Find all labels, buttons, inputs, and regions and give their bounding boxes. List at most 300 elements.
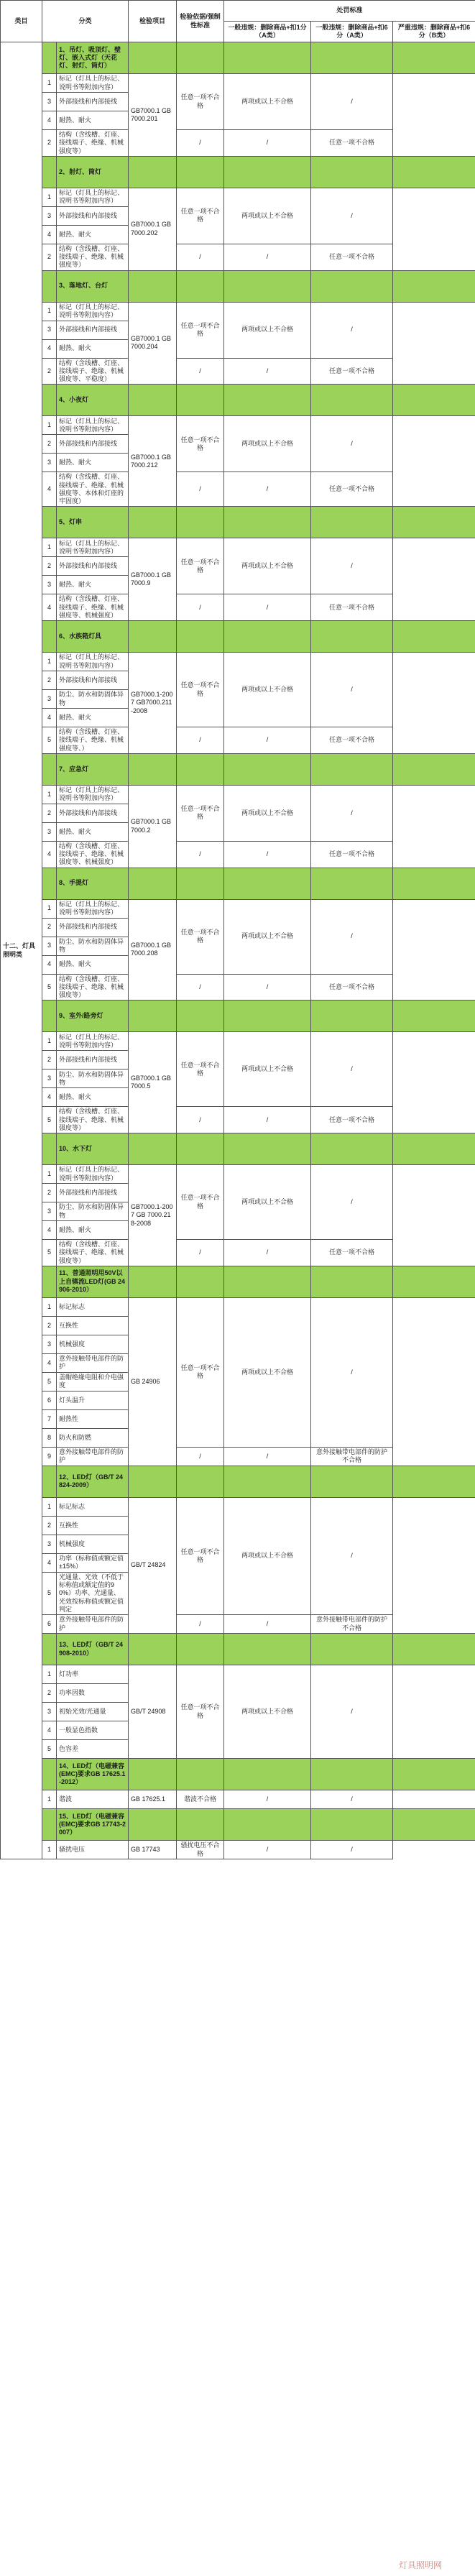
item-text: 标记（灯具上的标记、说明书等附加内容） [57,74,129,93]
item-row [1,974,475,1000]
group-empty-cell [177,1000,224,1032]
item-text: 标记（灯具上的标记、说明书等附加内容） [57,653,129,671]
item-text: 色容差 [57,1740,129,1759]
penalty-severe-cell: / [311,1497,393,1614]
standard-cell: GB7000.1 GB7000.201 [129,74,177,157]
group-empty-cell [224,1466,311,1497]
penalty-severe-cell: / [311,1032,393,1107]
penalty-severe-cell: 任意一项不合格 [311,1240,393,1266]
group-empty-cell [311,156,393,188]
penalty-minor-1-cell: / [177,841,224,868]
group-empty-cell [177,385,224,416]
item-number: 7 [42,1409,57,1428]
group-name: 12、LED灯（GB/T 24824-2009） [57,1466,129,1497]
standard-cell: GB/T 24908 [129,1665,177,1759]
penalty-minor-1-cell: / [177,244,224,270]
group-empty-cell [177,1809,224,1841]
group-name: 2、射灯、筒灯 [57,156,129,188]
group-empty-cell [177,1634,224,1665]
penalty-minor-6-cell: 两项或以上不合格 [224,1165,311,1240]
penalty-minor-1-cell: / [177,1447,224,1466]
group-empty-cell [311,1133,393,1165]
penalty-minor-1-cell: 谐波不合格 [177,1790,224,1809]
penalty-minor-6-cell: 两项或以上不合格 [224,1032,311,1107]
group-name: 4、小夜灯 [57,385,129,416]
group-blank-cell [42,42,57,74]
group-empty-cell [311,1759,393,1790]
item-number: 3 [42,690,57,709]
item-row [1,472,475,507]
penalty-minor-1-cell: / [177,1615,224,1634]
item-text: 防尘、防水和防固体异物 [57,1202,129,1221]
group-empty-cell [393,270,475,302]
item-row [1,1107,475,1133]
penalty-minor-6-cell: / [224,130,311,157]
group-empty-cell [311,1000,393,1032]
group-empty-cell [224,1634,311,1665]
item-text: 结构（含线槽、灯座、接线端子、绝缘、机械强度等） [57,1240,129,1266]
penalty-severe-cell: / [311,74,393,130]
group-empty-cell [129,1000,177,1032]
penalty-severe-cell: / [311,1165,393,1240]
item-text: 谐波 [57,1790,129,1809]
group-empty-cell [177,42,224,74]
item-text: 灯头温升 [57,1391,129,1409]
group-empty-cell [177,868,224,899]
penalty-minor-1-cell: 任意一项不合格 [177,1665,224,1759]
item-row [1,358,475,385]
header-penalty-minor-6: 一般违规：删除商品+扣6分（A类） [311,22,393,42]
group-empty-cell [393,1466,475,1497]
standard-cell: GB7000.1 GB7000.202 [129,188,177,270]
penalty-minor-1-cell: 任意一项不合格 [177,188,224,244]
item-text: 标记（灯具上的标记、说明书等附加内容） [57,302,129,321]
item-number: 4 [42,841,57,868]
item-number: 1 [42,653,57,671]
group-empty-cell [311,1466,393,1497]
item-text: 外部接线和内部接线 [57,804,129,822]
item-row [1,1841,475,1859]
table-body [1,42,475,1859]
item-text: 标记（灯具上的标记、说明书等附加内容） [57,899,129,918]
group-empty-cell [129,507,177,538]
standard-cell: GB/T 24824 [129,1497,177,1633]
item-number: 1 [42,188,57,206]
item-number: 6 [42,1391,57,1409]
item-text: 外部接线和内部接线 [57,93,129,111]
penalty-minor-1-cell: 任意一项不合格 [177,416,224,472]
item-text: 标记标志 [57,1297,129,1316]
item-number: 1 [42,538,57,557]
penalty-minor-6-cell: 两项或以上不合格 [224,188,311,244]
item-text: 耐热、耐火 [57,1088,129,1107]
item-row [1,1615,475,1634]
group-row [1,507,475,538]
item-number: 4 [42,955,57,974]
item-number: 4 [42,594,57,621]
item-number: 2 [42,1684,57,1703]
group-blank-cell [42,1266,57,1297]
group-row [1,1000,475,1032]
item-text: 外部接线和内部接线 [57,1051,129,1070]
penalty-minor-6-cell: / [224,594,311,621]
group-empty-cell [129,1133,177,1165]
penalty-severe-cell: 任意一项不合格 [311,130,393,157]
penalty-minor-1-cell: 任意一项不合格 [177,74,224,130]
group-row [1,1266,475,1297]
group-empty-cell [224,1759,311,1790]
item-text: 结构（含线槽、灯座、接线端子、绝缘、机械强度等、本体和灯座的牢固度） [57,472,129,507]
group-blank-cell [42,1809,57,1841]
penalty-severe-cell: 任意一项不合格 [311,841,393,868]
item-text: 防火和防燃 [57,1428,129,1447]
group-empty-cell [129,1466,177,1497]
item-number: 3 [42,1335,57,1353]
penalty-minor-6-cell: / [224,974,311,1000]
item-text: 防尘、防水和防固体异物 [57,690,129,709]
item-number: 4 [42,225,57,244]
penalty-severe-cell: 任意一项不合格 [311,727,393,754]
penalty-minor-1-cell: 任意一项不合格 [177,785,224,841]
group-blank-cell [42,1634,57,1665]
standard-cell: GB7000.1 GB7000.208 [129,899,177,1000]
group-row [1,42,475,74]
item-row [1,1165,475,1184]
watermark-logo: 灯具照明网 [399,2560,443,2570]
item-text: 耐热、耐火 [57,955,129,974]
penalty-minor-1-cell: / [177,130,224,157]
item-row [1,785,475,804]
item-number: 3 [42,93,57,111]
standard-cell: GB7000.1 GB7000.2 [129,785,177,868]
group-empty-cell [393,507,475,538]
group-blank-cell [42,1759,57,1790]
group-row [1,868,475,899]
item-row [1,653,475,671]
item-text: 意外接触带电部件的防护 [57,1447,129,1466]
item-row [1,244,475,270]
group-empty-cell [311,1634,393,1665]
item-number: 3 [42,206,57,225]
item-number: 2 [42,1184,57,1202]
item-number: 3 [42,822,57,841]
group-empty-cell [177,753,224,785]
item-number: 5 [42,1372,57,1391]
penalty-severe-cell: 任意一项不合格 [311,472,393,507]
item-text: 防尘、防水和防固体异物 [57,1070,129,1088]
item-text: 标记（灯具上的标记、说明书等附加内容） [57,416,129,435]
group-empty-cell [224,385,311,416]
penalty-minor-6-cell: / [224,841,311,868]
group-blank-cell [42,1466,57,1497]
penalty-severe-cell: 任意一项不合格 [311,1107,393,1133]
item-number: 3 [42,576,57,594]
group-name: 9、室外/路旁灯 [57,1000,129,1032]
group-name: 14、LED灯（电磁兼容(EMC)要求GB 17625.1-2012） [57,1759,129,1790]
group-empty-cell [311,507,393,538]
penalty-severe-cell: / [311,1790,393,1809]
item-text: 外部接线和内部接线 [57,435,129,454]
group-empty-cell [224,156,311,188]
item-row [1,74,475,93]
group-row [1,621,475,653]
group-blank-cell [42,621,57,653]
group-empty-cell [129,1809,177,1841]
group-row [1,156,475,188]
group-empty-cell [177,156,224,188]
item-text: 机械强度 [57,1335,129,1353]
group-empty-cell [393,753,475,785]
standard-cell: GB7000.1-2007 GB7000.211-2008 [129,653,177,754]
item-number: 5 [42,1740,57,1759]
group-blank-cell [42,270,57,302]
standard-cell: GB7000.1 GB7000.212 [129,416,177,507]
header-category: 类目 [1,1,42,42]
penalty-severe-cell: / [311,416,393,472]
item-number: 2 [42,1051,57,1070]
group-row [1,270,475,302]
group-empty-cell [393,385,475,416]
penalty-minor-1-cell: 骚扰电压不合格 [177,1841,224,1859]
item-row [1,1297,475,1316]
penalty-severe-cell: 意外接触带电部件的防护不合格 [311,1447,393,1466]
item-text: 灯功率 [57,1665,129,1684]
item-number: 2 [42,358,57,385]
item-text: 耐热、耐火 [57,454,129,472]
group-blank-cell [42,1133,57,1165]
item-text: 耐热、耐火 [57,339,129,358]
group-blank-cell [42,385,57,416]
group-empty-cell [311,270,393,302]
penalty-severe-cell: / [311,538,393,594]
item-text: 功率因数 [57,1684,129,1703]
group-name: 8、手提灯 [57,868,129,899]
penalty-severe-cell: / [311,302,393,358]
group-empty-cell [224,507,311,538]
item-text: 耐热、耐火 [57,1221,129,1240]
item-text: 一般显色指数 [57,1721,129,1740]
item-number: 1 [42,1790,57,1809]
item-text: 机械强度 [57,1535,129,1553]
standard-cell: GB 17743 [129,1841,177,1859]
item-text: 意外接触带电部件的防护 [57,1353,129,1372]
penalty-minor-1-cell: 任意一项不合格 [177,653,224,727]
group-blank-cell [42,753,57,785]
item-text: 外部接线和内部接线 [57,321,129,339]
item-number: 1 [42,1665,57,1684]
header-penalty-severe: 严重违规：删除商品+扣6分（B类） [393,22,475,42]
penalty-minor-1-cell: 任意一项不合格 [177,538,224,594]
item-row [1,1240,475,1266]
header-row-1 [1,1,475,22]
group-empty-cell [224,753,311,785]
standard-cell: GB7000.1 GB7000.5 [129,1032,177,1133]
header-penalty: 处罚标准 [224,1,475,22]
item-text: 互换性 [57,1516,129,1535]
item-number: 2 [42,435,57,454]
group-row [1,1759,475,1790]
item-row [1,1790,475,1809]
item-row [1,1032,475,1051]
group-empty-cell [224,1809,311,1841]
penalty-severe-cell: / [311,785,393,841]
item-number: 3 [42,1202,57,1221]
item-text: 标记（灯具上的标记、说明书等附加内容） [57,188,129,206]
group-empty-cell [311,42,393,74]
penalty-severe-cell: / [311,899,393,974]
group-name: 5、灯串 [57,507,129,538]
penalty-minor-6-cell: / [224,472,311,507]
penalty-minor-6-cell: / [224,1240,311,1266]
group-empty-cell [129,868,177,899]
group-empty-cell [393,1809,475,1841]
group-row [1,1634,475,1665]
penalty-minor-1-cell: 任意一项不合格 [177,1297,224,1447]
item-text: 耐热、耐火 [57,225,129,244]
item-text: 结构（含线槽、灯座、接线端子、绝缘、机械强度等） [57,974,129,1000]
item-text: 标记（灯具上的标记、说明书等附加内容） [57,785,129,804]
group-name: 13、LED灯（GB/T 24908-2010） [57,1634,129,1665]
group-empty-cell [129,385,177,416]
group-empty-cell [393,868,475,899]
penalty-minor-1-cell: 任意一项不合格 [177,302,224,358]
penalty-severe-cell: 任意一项不合格 [311,358,393,385]
penalty-severe-cell: / [311,188,393,244]
standard-cell: GB7000.1-2007 GB 7000.218-2008 [129,1165,177,1266]
group-empty-cell [129,42,177,74]
penalty-minor-6-cell: 两项或以上不合格 [224,74,311,130]
header-penalty-minor-1: 一般违规：删除商品+扣1分（A类） [224,22,311,42]
item-number: 1 [42,74,57,93]
group-empty-cell [224,270,311,302]
item-text: 结构（含线槽、灯座、接线端子、绝缘、机械强度等、平稳度） [57,358,129,385]
item-row [1,727,475,754]
penalty-severe-cell: / [311,653,393,727]
group-empty-cell [311,385,393,416]
group-empty-cell [129,1266,177,1297]
item-number: 1 [42,785,57,804]
penalty-minor-6-cell: / [224,1841,311,1859]
group-name: 15、LED灯（电磁兼容(EMC)要求GB 17743-2007） [57,1809,129,1841]
group-row [1,385,475,416]
penalty-minor-1-cell: 任意一项不合格 [177,899,224,974]
item-text: 耐热、耐火 [57,822,129,841]
item-number: 3 [42,937,57,955]
category-cell: 十二、灯具照明类 [1,42,42,1859]
item-row [1,899,475,918]
item-number: 3 [42,1535,57,1553]
item-number: 1 [42,1841,57,1859]
item-text: 意外接触带电部件的防护 [57,1615,129,1634]
group-row [1,753,475,785]
group-empty-cell [393,42,475,74]
item-number: 5 [42,1107,57,1133]
item-number: 2 [42,1316,57,1335]
header-inspection-item: 检验项目 [129,1,177,42]
group-empty-cell [393,1266,475,1297]
item-row [1,1497,475,1516]
group-empty-cell [129,1634,177,1665]
item-number: 5 [42,1240,57,1266]
group-empty-cell [393,1133,475,1165]
item-text: 功率（标称值或额定值±15%） [57,1553,129,1572]
item-number: 9 [42,1447,57,1466]
standard-cell: GB 24906 [129,1297,177,1466]
group-empty-cell [129,621,177,653]
item-number: 6 [42,1615,57,1634]
group-row [1,1466,475,1497]
item-text: 结构（含线槽、灯座、接线端子、绝缘、机械强度等、） [57,727,129,754]
item-text: 结构（含线槽、灯座、接线端子、绝缘、机械强度等、机械强度） [57,594,129,621]
item-row [1,1665,475,1684]
item-number: 1 [42,899,57,918]
item-number: 1 [42,1165,57,1184]
item-number: 4 [42,1553,57,1572]
group-blank-cell [42,507,57,538]
group-row [1,1809,475,1841]
group-empty-cell [177,621,224,653]
penalty-minor-6-cell: 两项或以上不合格 [224,538,311,594]
item-number: 4 [42,709,57,727]
group-empty-cell [393,621,475,653]
group-blank-cell [42,1000,57,1032]
item-number: 4 [42,1721,57,1740]
item-number: 2 [42,918,57,937]
item-text: 结构（含线槽、灯座、接线端子、绝缘、机械强度等、机械强度） [57,841,129,868]
group-empty-cell [311,1809,393,1841]
penalty-minor-6-cell: 两项或以上不合格 [224,1297,311,1447]
item-text: 外部接线和内部接线 [57,671,129,690]
group-empty-cell [224,621,311,653]
item-number: 2 [42,804,57,822]
item-number: 8 [42,1428,57,1447]
item-text: 外部接线和内部接线 [57,1184,129,1202]
item-number: 3 [42,321,57,339]
penalty-severe-cell: / [311,1665,393,1759]
penalty-minor-6-cell: 两项或以上不合格 [224,1497,311,1614]
item-text: 防尘、防水和防固体异物 [57,937,129,955]
item-row [1,594,475,621]
penalty-severe-cell: 任意一项不合格 [311,974,393,1000]
item-number: 5 [42,1572,57,1614]
penalty-minor-6-cell: 两项或以上不合格 [224,1665,311,1759]
penalty-severe-cell: 意外接触带电部件的防护不合格 [311,1615,393,1634]
group-empty-cell [177,270,224,302]
penalty-minor-1-cell: / [177,358,224,385]
group-empty-cell [177,1266,224,1297]
item-text: 互换性 [57,1316,129,1335]
item-number: 2 [42,557,57,576]
item-number: 4 [42,472,57,507]
standard-cell: GB7000.1 GB7000.204 [129,302,177,385]
penalty-severe-cell: 任意一项不合格 [311,244,393,270]
group-empty-cell [129,270,177,302]
group-empty-cell [393,1000,475,1032]
group-empty-cell [311,621,393,653]
group-empty-cell [129,1759,177,1790]
penalty-minor-1-cell: 任意一项不合格 [177,1497,224,1614]
item-number: 4 [42,1353,57,1372]
group-empty-cell [224,1000,311,1032]
item-row [1,841,475,868]
penalty-minor-1-cell: / [177,594,224,621]
group-name: 3、落地灯、台灯 [57,270,129,302]
penalty-minor-1-cell: / [177,1107,224,1133]
group-empty-cell [311,868,393,899]
penalty-minor-1-cell: / [177,727,224,754]
item-text: 耐热、耐火 [57,576,129,594]
item-text: 标记（灯具上的标记、说明书等附加内容） [57,538,129,557]
